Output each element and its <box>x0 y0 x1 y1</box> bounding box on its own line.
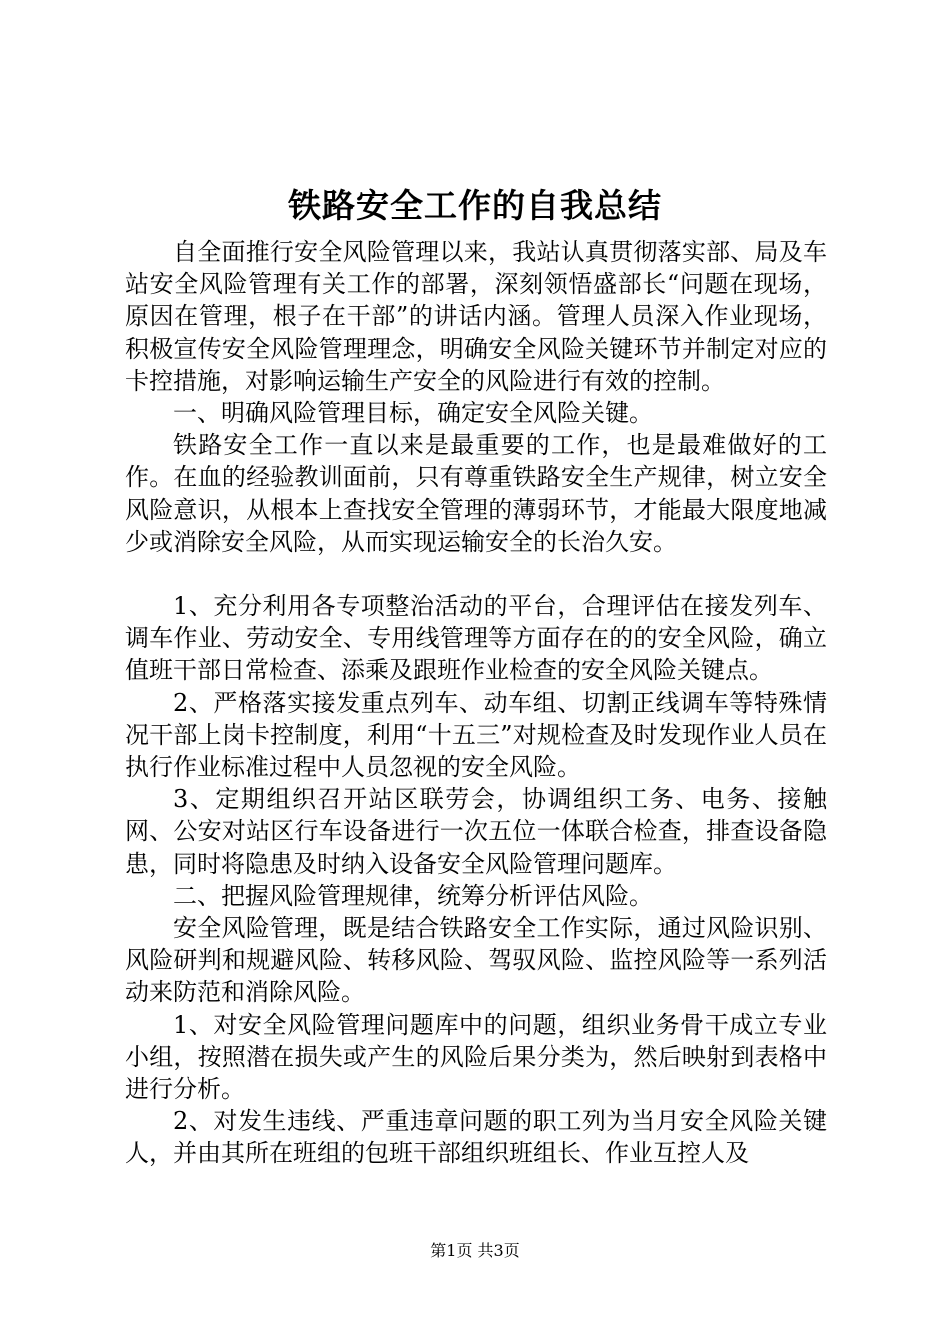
paragraph-section-2: 安全风险管理，既是结合铁路安全工作实际，通过风险识别、风险研判和规避风险、转移风险、驾驭风险、监控风险等一系列活动来防范和消除风险。 <box>125 914 827 1007</box>
paragraph-section-1: 铁路安全工作一直以来是最重要的工作，也是最难做好的工作。在血的经验教训面前，只有尊重铁路安全生产规律，树立安全风险意识，从根本上查找安全管理的薄弱环节，才能最大限度地减少或消除安全风险，从而实现运输安全的长治久安。 <box>125 431 827 556</box>
section-heading-1: 一、明确风险管理目标，确定安全风险关键。 <box>173 399 653 428</box>
section-heading-2: 二、把握风险管理规律，统筹分析评估风险。 <box>173 881 653 910</box>
paragraph-intro: 自全面推行安全风险管理以来，我站认真贯彻落实部、局及车站安全风险管理有关工作的部署，深刻领悟盛部长“问题在现场，原因在管理，根子在干部”的讲话内涵。管理人员深入作业现场，积极宣传安全风险管理理念，明确安全风险关键环节并制定对应的卡控措施，对影响运输生产安全的风险进行有效的控制。 <box>125 238 827 395</box>
list-item-1-2: 2、严格落实接发重点列车、动车组、切割正线调车等特殊情况干部上岗卡控制度，利用“十五三”对规检查及时发现作业人员在执行作业标准过程中人员忽视的安全风险。 <box>125 688 827 782</box>
list-item-1-1: 1、充分利用各专项整治活动的平台，合理评估在接发列车、调车作业、劳动安全、专用线管理等方面存在的的安全风险，确立值班干部日常检查、添乘及跟班作业检查的安全风险关键点。 <box>125 592 827 685</box>
document-body <box>125 236 827 1170</box>
document-title: 铁路安全工作的自我总结 <box>288 186 662 225</box>
list-item-1-3: 3、定期组织召开站区联劳会，协调组织工务、电务、接触网、公安对站区行车设备进行一次五位一体联合检查，排查设备隐患，同时将隐患及时纳入设备安全风险管理问题库。 <box>125 785 827 878</box>
list-item-2-1: 1、对安全风险管理问题库中的问题，组织业务骨干成立专业小组，按照潜在损失或产生的风险后果分类为，然后映射到表格中进行分析。 <box>125 1010 827 1104</box>
paragraph-gap <box>125 558 827 590</box>
page-footer: 第1页 共3页 <box>430 1241 520 1260</box>
list-item-2-2: 2、对发生违线、严重违章问题的职工列为当月安全风险关键人，并由其所在班组的包班干部组织班组长、作业互控人及 <box>125 1107 827 1168</box>
